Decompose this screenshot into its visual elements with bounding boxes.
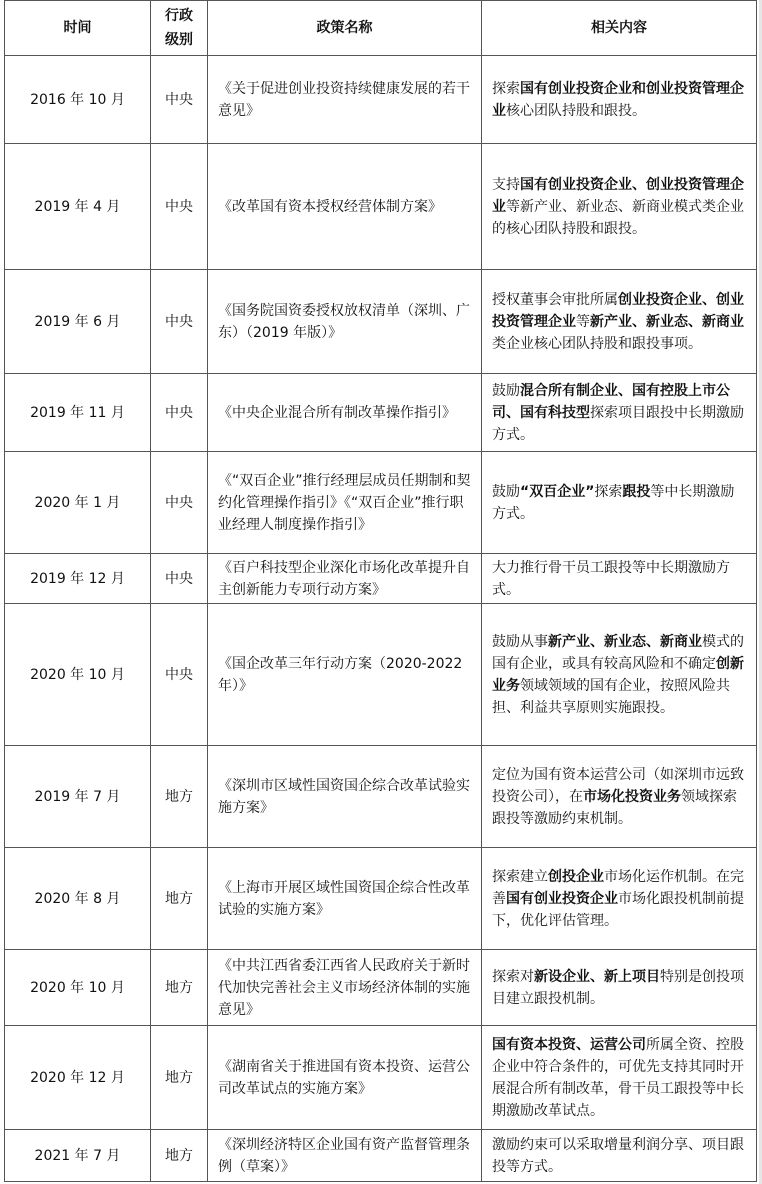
- cell-level: 地方: [151, 746, 208, 848]
- header-name: 政策名称: [208, 1, 482, 56]
- content-segment: 探索建立: [492, 868, 548, 885]
- content-bold-segment: 国有创业投资企业、创业投资管理企业: [492, 176, 744, 215]
- cell-content: [482, 144, 757, 270]
- table-row: [5, 452, 757, 554]
- content-segment: 领域探索跟投等激励约束机制。: [492, 788, 737, 827]
- cell-time: 2019 年 11 月: [5, 374, 151, 452]
- cell-policy-name: 《深圳市区域性国资国企综合改革试验实施方案》: [208, 746, 482, 848]
- content-segment: 探索项目跟投中长期激励方式。: [492, 404, 744, 443]
- cell-time: 2019 年 4 月: [5, 144, 151, 270]
- cell-content: [482, 950, 757, 1026]
- cell-content: [482, 1130, 757, 1182]
- cell-level: 中央: [151, 604, 208, 746]
- cell-content: [482, 848, 757, 950]
- cell-time: 2020 年 1 月: [5, 452, 151, 554]
- content-segment: 等: [576, 313, 590, 330]
- content-segment: 所属全资、控股企业中符合条件的，可优先支持其同时开展混合所有制改革，骨干员工跟投等中长期激励改革试点。: [492, 1036, 744, 1119]
- cell-policy-name: 《国企改革三年行动方案（2020-2022 年）》: [208, 604, 482, 746]
- content-segment: 市场化跟投机制前提下，优化评估管理。: [492, 890, 744, 929]
- content-segment: 激励约束可以采取增量利润分享、项目跟投等方式。: [492, 1136, 744, 1175]
- cell-policy-name: 《中央企业混合所有制改革操作指引》: [208, 374, 482, 452]
- content-bold-segment: 市场化投资业务: [583, 788, 681, 805]
- content-bold-segment: 跟投: [622, 483, 651, 500]
- table-row: [5, 604, 757, 746]
- content-bold-segment: 新产业、新业态、新商业: [590, 313, 744, 330]
- cell-policy-name: 《关于促进创业投资持续健康发展的若干意见》: [208, 56, 482, 144]
- cell-content: [482, 56, 757, 144]
- table-row: [5, 56, 757, 144]
- cell-content: [482, 554, 757, 604]
- content-bold-segment: 新设企业、新上项目: [534, 968, 660, 985]
- content-segment: 等中长期激励方式。: [492, 483, 735, 522]
- content-bold-segment: 混合所有制企业、国有控股上市公司、国有科技型: [492, 382, 730, 421]
- content-segment: 支持: [492, 176, 520, 193]
- cell-policy-name: 《深圳经济特区企业国有资产监督管理条例（草案）》: [208, 1130, 482, 1182]
- content-segment: 探索对: [492, 968, 534, 985]
- cell-time: 2020 年 8 月: [5, 848, 151, 950]
- cell-policy-name: 《“双百企业”推行经理层成员任期制和契约化管理操作指引》《“双百企业”推行职业经理人制度操作指引》: [208, 452, 482, 554]
- content-segment: 特别是创投项目建立跟投机制。: [492, 968, 744, 1007]
- content-segment: 鼓励: [492, 382, 520, 399]
- header-level: [151, 1, 208, 56]
- content-segment: 鼓励: [492, 483, 520, 500]
- table-row: [5, 848, 757, 950]
- content-bold-segment: 创新业务: [492, 655, 744, 694]
- cell-time: 2019 年 6 月: [5, 270, 151, 374]
- cell-level: 地方: [151, 1026, 208, 1130]
- cell-content: [482, 746, 757, 848]
- table-header-row: [5, 1, 757, 56]
- header-content: 相关内容: [482, 1, 757, 56]
- table-row: [5, 554, 757, 604]
- cell-policy-name: 《百户科技型企业深化市场化改革提升自主创新能力专项行动方案》: [208, 554, 482, 604]
- cell-level: 地方: [151, 1130, 208, 1182]
- cell-level: 中央: [151, 554, 208, 604]
- cell-level: 中央: [151, 144, 208, 270]
- cell-level: 中央: [151, 270, 208, 374]
- cell-content: [482, 604, 757, 746]
- content-bold-segment: 国有资本投资、运营公司: [492, 1036, 646, 1053]
- content-bold-segment: 国有创业投资企业和创业投资管理企业: [492, 80, 744, 119]
- cell-policy-name: 《改革国有资本授权经营体制方案》: [208, 144, 482, 270]
- content-bold-segment: 国有创业投资企业: [506, 890, 618, 907]
- content-bold-segment: 新产业、新业态、新商业: [548, 633, 702, 650]
- cell-level: 中央: [151, 452, 208, 554]
- cell-time: 2020 年 12 月: [5, 1026, 151, 1130]
- table-row: [5, 374, 757, 452]
- content-segment: 类企业核心团队持股和跟投事项。: [492, 335, 702, 352]
- policy-table: [4, 0, 757, 1182]
- cell-time: 2016 年 10 月: [5, 56, 151, 144]
- table-row: [5, 144, 757, 270]
- cell-content: [482, 1026, 757, 1130]
- content-segment: 核心团队持股和跟投。: [506, 102, 646, 119]
- content-bold-segment: 创业投资企业、创业投资管理企业: [492, 291, 744, 330]
- table-row: [5, 950, 757, 1026]
- content-segment: 领域领域的国有企业，按照风险共担、利益共享原则实施跟投。: [492, 677, 730, 716]
- cell-policy-name: 《湖南省关于推进国有资本投资、运营公司改革试点的实施方案》: [208, 1026, 482, 1130]
- table-body: [5, 56, 757, 1182]
- table-row: [5, 270, 757, 374]
- content-segment: 定位为国有资本运营公司（如深圳市远致投资公司），在: [492, 766, 744, 805]
- header-time: 时间: [5, 1, 151, 56]
- content-segment: 授权董事会审批所属: [492, 291, 618, 308]
- content-bold-segment: 创投企业: [548, 868, 604, 885]
- content-segment: 大力推行骨干员工跟投等中长期激励方式。: [492, 559, 730, 598]
- content-segment: 探索: [594, 483, 623, 500]
- cell-policy-name: 《上海市开展区域性国资国企综合性改革试验的实施方案》: [208, 848, 482, 950]
- cell-policy-name: 《中共江西省委江西省人民政府关于新时代加快完善社会主义市场经济体制的实施意见》: [208, 950, 482, 1026]
- cell-time: 2019 年 12 月: [5, 554, 151, 604]
- cell-level: 中央: [151, 56, 208, 144]
- cell-content: [482, 452, 757, 554]
- table-row: [5, 1026, 757, 1130]
- content-segment: 模式的国有企业，或具有较高风险和不确定: [492, 633, 744, 672]
- cell-level: 地方: [151, 950, 208, 1026]
- cell-policy-name: 《国务院国资委授权放权清单（深圳、广东）（2019 年版）》: [208, 270, 482, 374]
- cell-content: [482, 374, 757, 452]
- table-row: [5, 1130, 757, 1182]
- cell-time: 2020 年 10 月: [5, 604, 151, 746]
- cell-content: [482, 270, 757, 374]
- content-segment: 探索: [492, 80, 520, 97]
- header-level-text: 行政级别: [165, 8, 193, 48]
- table-row: [5, 746, 757, 848]
- content-segment: 等新产业、新业态、新商业模式类企业的核心团队持股和跟投。: [492, 198, 744, 237]
- cell-level: 中央: [151, 374, 208, 452]
- policy-table-container: [4, 0, 756, 1182]
- cell-time: 2019 年 7 月: [5, 746, 151, 848]
- content-segment: 鼓励从事: [492, 633, 548, 650]
- cell-time: 2020 年 10 月: [5, 950, 151, 1026]
- cell-level: 地方: [151, 848, 208, 950]
- content-bold-segment: “双百企业”: [520, 483, 595, 500]
- cell-time: 2021 年 7 月: [5, 1130, 151, 1182]
- content-segment: 市场化运作机制。在完善: [492, 868, 744, 907]
